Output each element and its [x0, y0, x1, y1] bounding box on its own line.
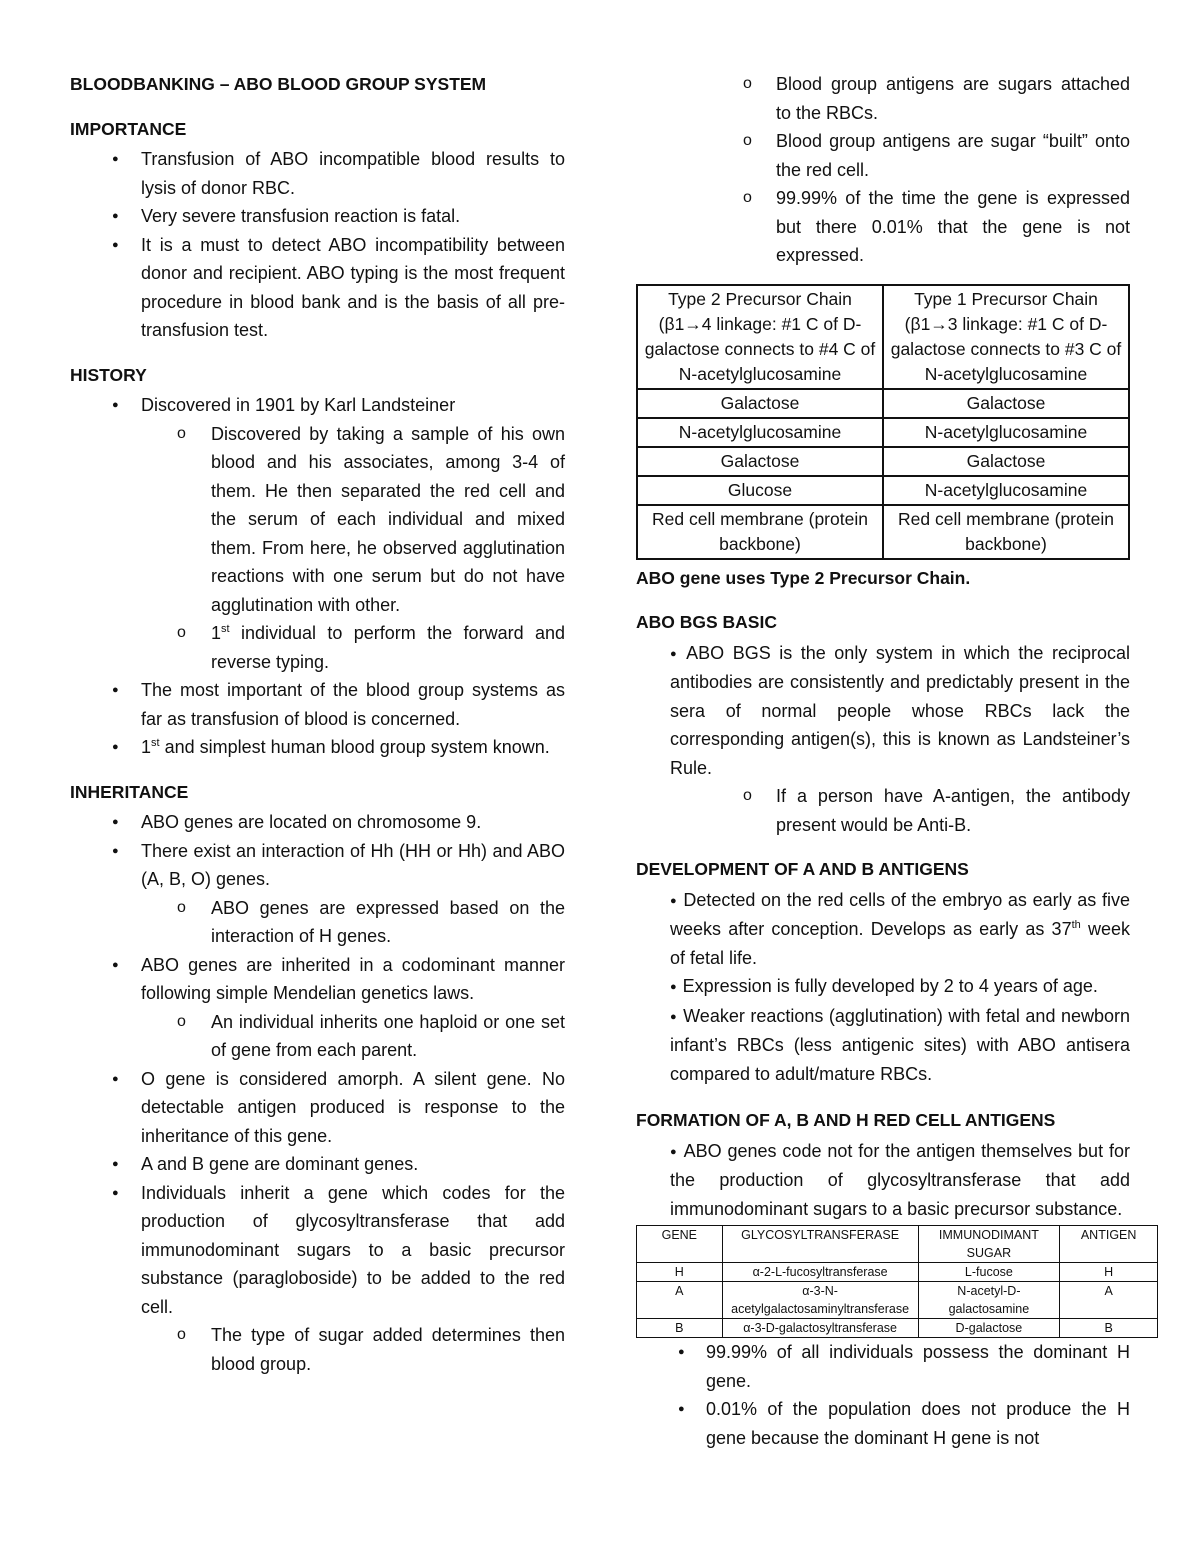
list-item: ● 99.99% of all individuals possess the dominant H gene. — [636, 1338, 1130, 1395]
table-cell: α-3-D-galactosyltransferase — [722, 1319, 918, 1338]
table-cell: Red cell membrane (protein backbone) — [637, 505, 883, 559]
ordinal-suffix: st — [221, 623, 230, 635]
table-row — [637, 447, 1129, 476]
formation-list — [636, 1137, 1130, 1224]
document-title: BLOODBANKING – ABO BLOOD GROUP SYSTEM — [70, 74, 487, 94]
table-caption: ABO gene uses Type 2 Precursor Chain. — [636, 567, 971, 588]
table-cell: H — [637, 1263, 723, 1282]
table-cell: H — [1060, 1263, 1158, 1282]
list-item: ● O gene is considered amorph. A silent gene. No detectable antigen produced is response to the inheritance of this gene. — [70, 1065, 565, 1151]
bullet-icon: ● — [670, 647, 681, 660]
table-cell: A — [1060, 1282, 1158, 1319]
list-item: ● A and B gene are dominant genes. — [70, 1150, 565, 1179]
table-row — [637, 476, 1129, 505]
sub-list-item — [70, 619, 565, 676]
list-item: ● There exist an interaction of Hh (HH or Hh) and ABO (A, B, O) genes. — [70, 837, 565, 894]
table-cell: N-acetylglucosamine — [883, 476, 1129, 505]
table-cell: α-3-N-acetylgalactosaminyltransferase — [722, 1282, 918, 1319]
table-cell: α-2-L-fucosyltransferase — [722, 1263, 918, 1282]
table-row — [637, 505, 1129, 559]
sub-list-item: o Blood group antigens are sugar “built” onto the red cell. — [636, 127, 1130, 184]
ordinal-number: 1 — [141, 737, 152, 757]
history-heading: HISTORY — [70, 364, 147, 385]
sub-list-item: o ABO genes are expressed based on the interaction of H genes. — [70, 894, 565, 951]
sub-list-item: o If a person have A-antigen, the antibody present would be Anti-B. — [636, 782, 1130, 839]
table-cell: N-acetylglucosamine — [637, 418, 883, 447]
table-header-row — [637, 1226, 1158, 1263]
item-text: individual to perform the forward and reverse typing. — [211, 623, 565, 672]
development-heading: DEVELOPMENT OF A AND B ANTIGENS — [636, 859, 969, 879]
inheritance-heading: INHERITANCE — [70, 781, 189, 802]
right-column-content — [636, 70, 1137, 1452]
item-text: ABO BGS is the only system in which the reciprocal antibodies are consistently and predictably present in the sera of normal people whose RBCs lack the corresponding antigen(s), this is known as Landsteiner’s Rule. — [670, 642, 1130, 778]
bullet-icon: ● — [670, 894, 678, 907]
importance-heading: IMPORTANCE — [70, 118, 187, 139]
table-cell: Galactose — [637, 389, 883, 418]
table-header-cell: Type 2 Precursor Chain (β1→4 linkage: #1 C of D-galactose connects to #4 C of N-acetylglucosamine — [637, 285, 883, 389]
item-text: Weaker reactions (agglutination) with fetal and newborn infant’s RBCs (less antigenic sites) with ABO antisera compared to adult/mature RBCs. — [670, 1005, 1130, 1084]
table-cell: Red cell membrane (protein backbone) — [883, 505, 1129, 559]
development-list — [636, 886, 1130, 1089]
bgs-basic-heading: ABO BGS BASIC — [636, 612, 777, 632]
table-cell: Galactose — [637, 447, 883, 476]
bullet-icon: ● — [670, 981, 677, 993]
table-row — [637, 389, 1129, 418]
precursor-chain-table — [636, 284, 1130, 560]
table-header-cell: ANTIGEN — [1060, 1226, 1158, 1263]
bgs-basic-list — [636, 639, 1130, 840]
formation-list-continued — [636, 1338, 1130, 1452]
list-item: ● 0.01% of the population does not produce the H gene because the dominant H gene is not — [636, 1395, 1130, 1452]
table-cell: N-acetylglucosamine — [883, 418, 1129, 447]
left-column — [70, 70, 565, 1378]
ordinal-number: 1 — [211, 623, 222, 643]
table-cell: Galactose — [883, 389, 1129, 418]
antigen-notes — [636, 70, 1130, 270]
list-item — [636, 639, 1130, 783]
table-header-cell: GLYCOSYLTRANSFERASE — [722, 1226, 918, 1263]
item-text: and simplest human blood group system known. — [159, 737, 550, 757]
list-item: ● Discovered in 1901 by Karl Landsteiner — [70, 391, 565, 420]
table-header-cell: IMMUNODIMANT SUGAR — [918, 1226, 1060, 1263]
ordinal-suffix: st — [151, 737, 160, 749]
list-item — [636, 1002, 1130, 1089]
formation-heading: FORMATION OF A, B AND H RED CELL ANTIGENS — [636, 1110, 1056, 1130]
list-item: ● ABO genes are inherited in a codominant manner following simple Mendelian genetics laws. — [70, 951, 565, 1008]
inheritance-list — [70, 808, 565, 1378]
table-cell: N-acetyl-D-galactosamine — [918, 1282, 1060, 1319]
sub-list-item: o 99.99% of the time the gene is expressed but there 0.01% that the gene is not expressed. — [636, 184, 1130, 270]
list-item: ● ABO genes are located on chromosome 9. — [70, 808, 565, 837]
list-item: ● Very severe transfusion reaction is fatal. — [70, 202, 565, 231]
list-item: ● Transfusion of ABO incompatible blood results to lysis of donor RBC. — [70, 145, 565, 202]
table-header-row — [637, 285, 1129, 389]
importance-list — [70, 145, 565, 345]
table-cell: D-galactose — [918, 1319, 1060, 1338]
table-cell: B — [637, 1319, 723, 1338]
item-text: ABO genes code not for the antigen themselves but for the production of glycosyltransferase that add immunodominant sugars to a basic precursor substance. — [670, 1140, 1130, 1219]
table-cell: B — [1060, 1319, 1158, 1338]
item-text: Detected on the red cells of the embryo as early as five weeks after conception. Develops as early as 37 — [670, 889, 1130, 939]
table-cell: Galactose — [883, 447, 1129, 476]
table-header-cell: GENE — [637, 1226, 723, 1263]
table-row — [637, 1282, 1158, 1319]
list-item: ● The most important of the blood group systems as far as transfusion of blood is concerned. — [70, 676, 565, 733]
table-row — [637, 418, 1129, 447]
ordinal-suffix: th — [1071, 919, 1081, 931]
list-item — [636, 1137, 1130, 1224]
table-cell: A — [637, 1282, 723, 1319]
sub-list-item: o An individual inherits one haploid or one set of gene from each parent. — [70, 1008, 565, 1065]
list-item — [636, 972, 1130, 1002]
list-item — [70, 733, 565, 762]
bullet-icon: ● — [670, 1145, 678, 1158]
sub-list-item: o The type of sugar added determines then blood group. — [70, 1321, 565, 1378]
item-text: week of fetal life. — [670, 919, 1130, 968]
list-item: ● Individuals inherit a gene which codes for the production of glycosyltransferase that add immunodominant sugars to a basic precursor substance (paragloboside) to be added to the red cell. — [70, 1179, 565, 1322]
glycosyltransferase-table — [636, 1225, 1158, 1338]
item-text: Expression is fully developed by 2 to 4 years of age. — [682, 976, 1098, 996]
table-cell: L-fucose — [918, 1263, 1060, 1282]
table-cell: Glucose — [637, 476, 883, 505]
table-row — [637, 1263, 1158, 1282]
table-row — [637, 1319, 1158, 1338]
sub-list-item: o Blood group antigens are sugars attached to the RBCs. — [636, 70, 1130, 127]
list-item: ● It is a must to detect ABO incompatibility between donor and recipient. ABO typing is the most frequent procedure in blood bank and is the basis of all pre-transfusion test. — [70, 231, 565, 345]
bullet-icon: ● — [670, 1010, 678, 1023]
history-list — [70, 391, 565, 762]
sub-list-item: o Discovered by taking a sample of his own blood and his associates, among 3-4 of them. He then separated the red cell and the serum of each individual and mixed them. From here, he observed agglutination reactions with one serum but do not have agglutination with other. — [70, 420, 565, 620]
list-item — [636, 886, 1130, 973]
table-header-cell: Type 1 Precursor Chain (β1→3 linkage: #1 C of D-galactose connects to #3 C of N-acetylglucosamine — [883, 285, 1129, 389]
